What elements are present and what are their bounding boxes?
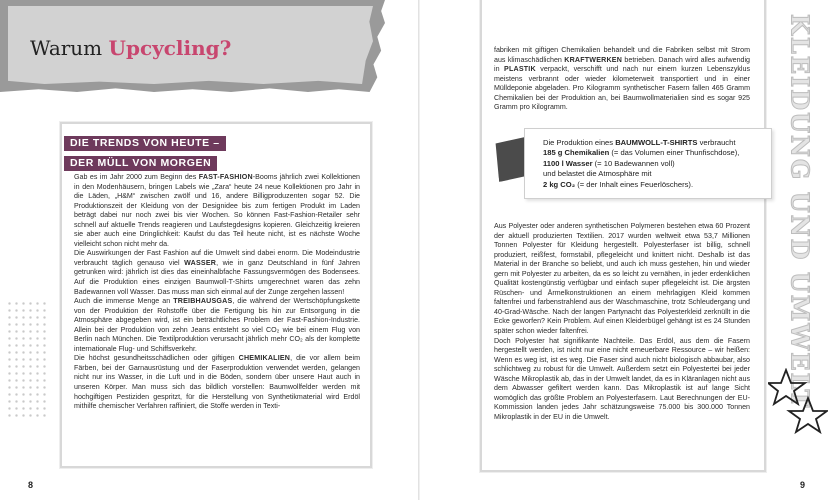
paragraph: Aus Polyester oder anderen synthetischen Polymeren bestehen etwa 60 Prozent der aktuell produzierten Textilien. 2017 wurden weltweit etwa 53,7 Millionen Tonnen Polyester für Kleidung hergestellt. Polyesterfaser ist billig, schnell produziert, reißfest, formstabil, pflegeleicht und knittert nicht. Deshalb ist das Material in der Branche so beliebt, und auch ich muss gestehen, hin und wieder gern mit Polyester zu arbeiten, da es so leicht zu vernähen, in jeder erdenklichen Qualität kostengünstig verfügbar und einfach super pflegeleicht ist. Die ärgsten Rüschen- und Ärmelkonstruktionen an einem mehrlagigen Kleid kommen faltenfrei und farbenstrahlend aus der Waschmaschine, trotz Schleudergang und 40-Grad-Wäsche. Nach der langen Partynacht das Polyesterkleid zerknüllt in die Ecke geworfen? Kein Problem. Auf einen Kleiderbügel gehängt ist es 24 Stunden später schon wieder faltenfrei.	[494, 222, 750, 336]
paragraph: Die Auswirkungen der Fast Fashion auf die Umwelt sind dabei enorm. Die Modeindustrie verbraucht täglich genauso viel WASSER, wie in ganz Deutschland in fünf Jahren getrunken wird: jährlich ist dies das eineinhalbfache Fassungsvermögen des Bodensees. Auf die Produktion eines einzigen Baumwoll-T-Shirts umgerechnet waren das zehn Badewannen voll Wasser. Das muss man sich einmal auf der Zunge zergehen lassen!	[74, 249, 360, 296]
paragraph: Gab es im Jahr 2000 zum Beginn des FAST-FASHION-Booms jährlich zwei Kollektionen in den Modenhäusern, bringen Labels wie „Zara“ heute 24 neue Kollektionen pro Jahr in die Läden, „H&M“ zwischen zwölf und 16, andere Billigproduzenten sogar 52. Die Produktionszeit der Kleidung von der Designidee bis zum fertigen Produkt im Laden beträgt dabei nur noch zwei bis vier Wochen. So können Fast-Fashion-Retailer sehr schnell auf aktuelle Trends reagieren und Laufstegdesigns kopieren. Gleichzeitig kreieren sie aber auch eine Dringlichkeit: Kaufst du das Teil heute nicht, ist es nächste Woche vielleicht schon nicht mehr da.	[74, 173, 360, 248]
vertical-chapter-title	[770, 14, 830, 410]
paragraph: Die höchst gesundheitsschädlichen oder giftigen CHEMIKALIEN, die vor allem beim Färben, bei der Garnausrüstung und der Faserproduktion verwendet werden, gelangen nicht nur ins Wasser, in die Luft und in die Böden, sondern über unsere Haut auch in unseren Körper. Man muss sich das bildlich vorstellen: Baumwollfelder werden mit hochgiftigen Pestiziden gespritzt, für die Herstellung von Synthetikmaterial wird Erdöl mithilfe chemischer Verfahren raffiniert, die Stoffe werden in Texti-	[74, 354, 360, 411]
left-page	[0, 0, 419, 500]
title-accent: Upcycling?	[108, 36, 232, 60]
paragraph: Doch Polyester hat signifikante Nachteile. Das Erdöl, aus dem die Fasern hergestellt werden, ist nicht nur eine nicht erneuerbare Ressource – wir heißen: Wenn es weg ist, ist es weg. Die Faser sind auch nicht biologisch abbaubar, also schlichtweg zu robust für die Umwelt. Außerdem setzt ein Polyestertei bei jeder Wäsche Mikroplastik ab, das in der Umwelt landet, da es in Kläranlagen nicht aus dem Abwasser gefiltert werden kann. Das Mikroplastik ist auf lange Sicht womöglich das größte Problem an Polyesterfasern. Laut Berechnungen der EU-Kommission landen jedes Jahr schätzungsweise 75.000 bis 300.000 Tonnen Mikroplastik in der EU in die Umwelt.	[494, 336, 750, 421]
page-number-right: 9	[800, 480, 806, 490]
star-icon	[768, 370, 805, 404]
hand-drawn-stars-icon	[768, 368, 828, 438]
fact-callout-box	[524, 128, 772, 199]
section-heading-line1: DIE TRENDS VON HEUTE –	[64, 136, 226, 151]
paragraph: fabriken mit giftigen Chemikalien behandelt und die Fabriken selbst mit Strom aus klimaschädlichen KRAFTWERKEN betrieben. Danach wird alles aufwendig in PLASTIK verpackt, verschifft und nach nur einem kurzen Lebenszyklus meistens verbrannt oder wieder kilometerweit transportiert und in einer Mülldeponie abgeladen. Pro Kilogramm synthetischer Fasern fallen 465 Gramm Chemikalien bei der Produktion an, bei Baumwollmaterialien sind es sogar 925 Gramm pro Kilogramm.	[494, 46, 750, 112]
paragraph: Auch die immense Menge an TREIBHAUSGAS, die während der Wertschöpfungskette von der Produktion der Rohstoffe über die Fertigung bis hin zur Entsorgung in die Atmosphäre abgegeben wird, ist ein beträchtliches Problem der Fast-Fashion-Industrie. Allein bei der Produktion von zehn Jeans entsteht so viel CO₂ wie bei einem Flug von Berlin nach München. Die Textilproduktion verursacht jährlich mehr CO₂ als der komplette internationale Flug- und Schiffsverkehr.	[74, 297, 360, 353]
right-body-text-top	[494, 46, 750, 113]
page-title	[30, 36, 231, 60]
section-heading-line2: DER MÜLL VON MORGEN	[64, 156, 217, 171]
star-icon	[789, 398, 827, 432]
dot-pattern-decoration	[6, 300, 46, 420]
page-number-left: 8	[28, 480, 34, 490]
section-heading	[64, 133, 230, 173]
right-body-text-bottom	[494, 222, 750, 422]
fact-callout-text: Die Produktion eines BAUMWOLL-T-SHIRTS verbraucht 185 g Chemikalien (= das Volumen einer Thunfischdose), 1100 l Wasser (= 10 Badewannen voll) und belastet die Atmosphäre mit 2 kg CO₂ (= der Inhalt eines Feuerlöschers).	[543, 138, 740, 189]
title-prefix: Warum	[30, 36, 103, 60]
chapter-title-text: KLEIDUNG UND UMWELT	[785, 14, 815, 410]
left-body-text	[74, 173, 360, 412]
